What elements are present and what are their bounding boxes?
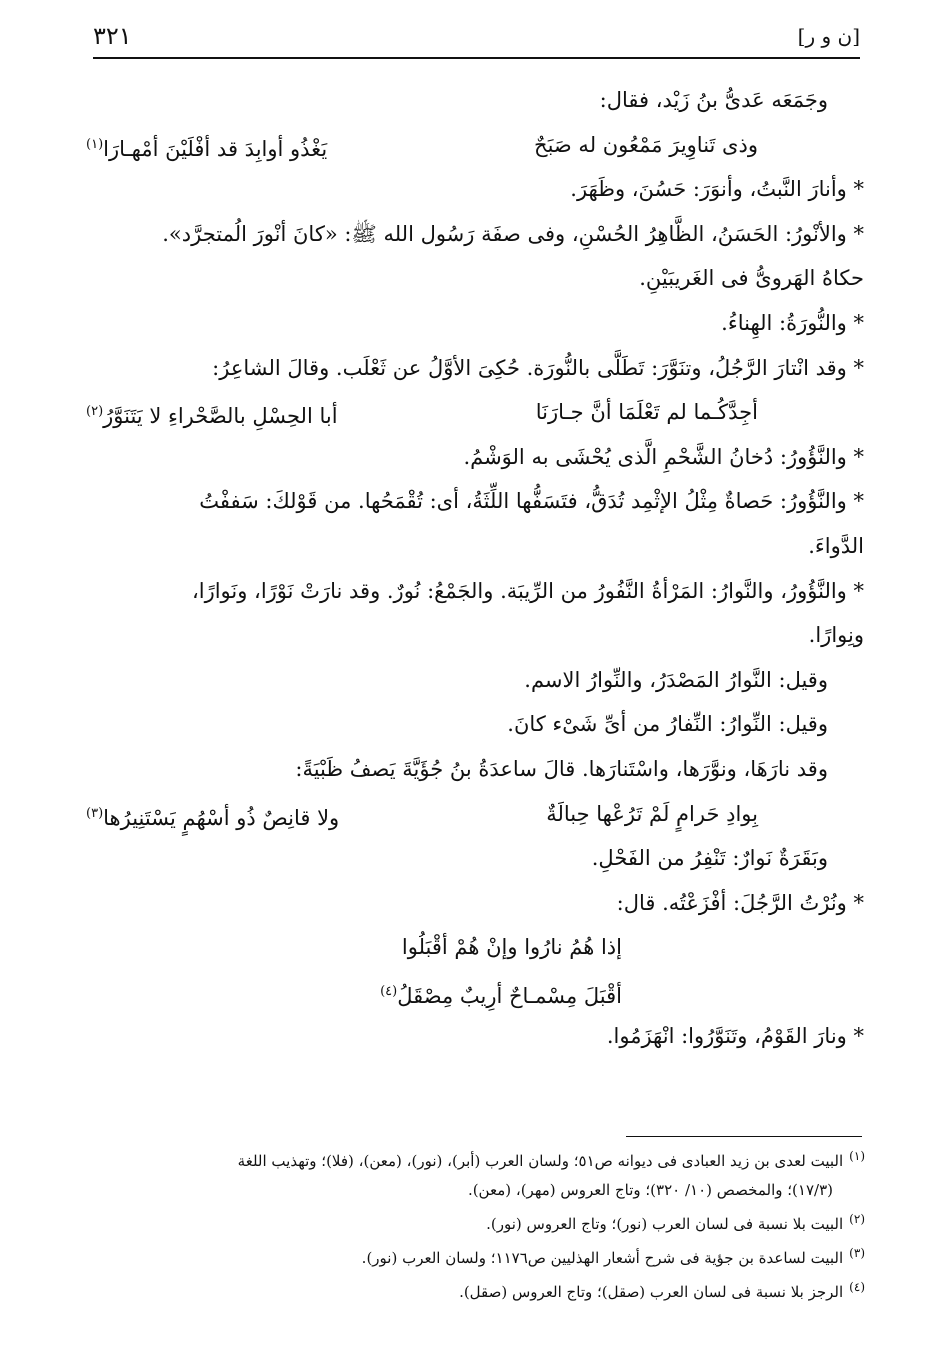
text-line: وقد نارَهَا، ونوَّرَها، واسْتَنارَها. قالَ ساعدَةُ بنُ جُؤَيَّةَ يَصفُ ظَبْيَةً:: [295, 756, 828, 781]
rajaz-line: [82, 925, 864, 970]
verse-second-hemistich: [86, 390, 338, 435]
text-line: * والنَّؤُورُ: دُخانُ الشَّحْمِ الَّذى يُحْشَى به الوَشْمُ.: [463, 444, 864, 469]
verse-second-hemistich: [86, 123, 327, 168]
verse-line: [82, 792, 864, 837]
footnote-ref: (٣): [86, 805, 104, 821]
text-line: وجَمَعَه عَدىُّ بنُ زَيْد، فقال:: [599, 88, 828, 112]
text-line: * ونارَ القَوْمُ، وتَنَوَّرُوا: انْهَزَمُوا.: [606, 1024, 864, 1049]
text-line: * وأنارَ النَّبتُ، وأنوَرَ: حَسُنَ، وظَهَرَ.: [570, 177, 864, 202]
page-number: ٣٢١: [93, 22, 132, 50]
footnote-mark: (١): [849, 1149, 865, 1163]
text-line: الدَّواءَ.: [808, 533, 864, 558]
header-rule: [93, 57, 860, 59]
root-heading: [ن و ر]: [797, 24, 860, 48]
footnote-continuation: (١٧/٣)؛ والمخصص (١٠/ ٣٢٠)؛ وتاج العروس (مهر)، (معن).: [467, 1181, 833, 1199]
verse-text: يَغْذُو أوابِدَ قد أفْلَيْنَ أمْهـارَا: [103, 136, 328, 161]
footnote-mark: (٤): [849, 1280, 865, 1294]
text-line: * وقد انْتارَ الرَّجُلُ، وتنَوَّرَ: تَطَلَّى بالنُّورَة. حُكِىَ الأوَّلُ عن ثَعْلَب. وقالَ الشاعِرُ:: [212, 355, 864, 380]
text-line: وقيل: النِّوارُ: النِّفارُ من أىِّ شَىْء كانَ.: [507, 712, 828, 737]
footnote-ref: (١): [86, 136, 104, 152]
verse-second-hemistich: [86, 792, 339, 837]
footnote-text: الرجز بلا نسبة فى لسان العرب (صقل)؛ وتاج العروس (صقل).: [459, 1283, 844, 1301]
verse-first-hemistich: أجِدَّكُـما لم تَعْلَمَا أنَّ جـارَنَا: [535, 400, 758, 425]
rajaz-line: [82, 970, 864, 1015]
text-line: * والنَّؤُورُ: حَصاةٌ مِثْلُ الإثْمِد تُدَقُّ، فتَسَفُّها اللِّثَةُ، أى: تُقْمَحُها. من قَوْلكَ: سَففْتُ: [199, 489, 864, 514]
text-line: وقيل: النَّوارُ المَصْدَرُ، والنِّوارُ الاسم.: [524, 667, 828, 692]
footnote: [85, 1273, 865, 1307]
text-line: وبَقَرَةٌ نَوارٌ: تَنْفِرُ من الفَحْلِ.: [591, 846, 828, 871]
verse-first-hemistich: وذى تَناوِيرَ مَمْعُون له صَبَحٌ: [534, 132, 758, 157]
verse-text: أبا الحِسْلِ بالصَّحْراءِ لا يَتَنَوَّرُ: [103, 404, 338, 429]
footnote-text: البيت لعدى بن زيد العبادى فى ديوانه ص٥١؛ ولسان العرب (أبر)، (نور)، (معن)، (فلا)؛ وتهذيب اللغة: [237, 1152, 844, 1170]
text-line: * والأنْورُ: الحَسَنُ، الظَّاهِرُ الحُسْنِ، وفى صفَة رَسُول الله ﷺ: «كانَ أنْورَ الُمتجرَّد».: [162, 221, 864, 246]
footnote: [85, 1205, 865, 1239]
footnote-mark: (٢): [849, 1212, 865, 1226]
page-header: [93, 22, 860, 52]
footnote: [85, 1142, 865, 1176]
footnote-ref: (٤): [380, 983, 398, 999]
text-line: * والنُّورَةُ: الهِناءُ.: [721, 310, 864, 335]
verse-text: ولا قانِصٌ ذُو أسْهُمٍ يَسْتَنِيرُها: [103, 805, 340, 830]
footnote: [85, 1239, 865, 1273]
verse-text: أقْبَلَ مِسْمـاحٌ أرِيبٌ مِصْقَلُ: [397, 983, 622, 1008]
text-line: حكاهُ الهَروىُّ فى الغَريبَيْنِ.: [639, 266, 864, 291]
text-line: * ونُرْتُ الرَّجُلَ: أفْزَعْتُه. قال:: [616, 890, 864, 915]
footnote-text: البيت لساعدة بن جؤية فى شرح أشعار الهذليين ص١١٧٦؛ ولسان العرب (نور).: [361, 1249, 844, 1267]
verse-line: [82, 123, 864, 168]
verse-line: [82, 390, 864, 435]
footnotes: [85, 1142, 865, 1307]
text-line: * والنَّؤُورُ، والنَّوارُ: المَرْأةُ النَّفُورُ من الرِّيبَة. والجَمْعُ: نُورٌ. وقد نارَتْ نَوْرًا، ونَوارًا،: [191, 578, 864, 603]
main-text: [82, 78, 864, 1059]
rajaz-text: [380, 970, 622, 1015]
footnote-text: البيت بلا نسبة فى لسان العرب (نور)؛ وتاج العروس (نور).: [486, 1215, 844, 1233]
verse-first-hemistich: بِوادِ حَرامٍ لَمْ تَرُعْها حِبالَةٌ: [546, 801, 758, 826]
footnote-rule: [626, 1136, 862, 1137]
rajaz-text: إذا هُمُ نارُوا وإنْ هُمْ أقْبَلُوا: [401, 935, 622, 960]
text-line: ونِوارًا.: [808, 623, 864, 648]
footnote-ref: (٢): [86, 404, 104, 420]
footnote-mark: (٣): [849, 1246, 865, 1260]
